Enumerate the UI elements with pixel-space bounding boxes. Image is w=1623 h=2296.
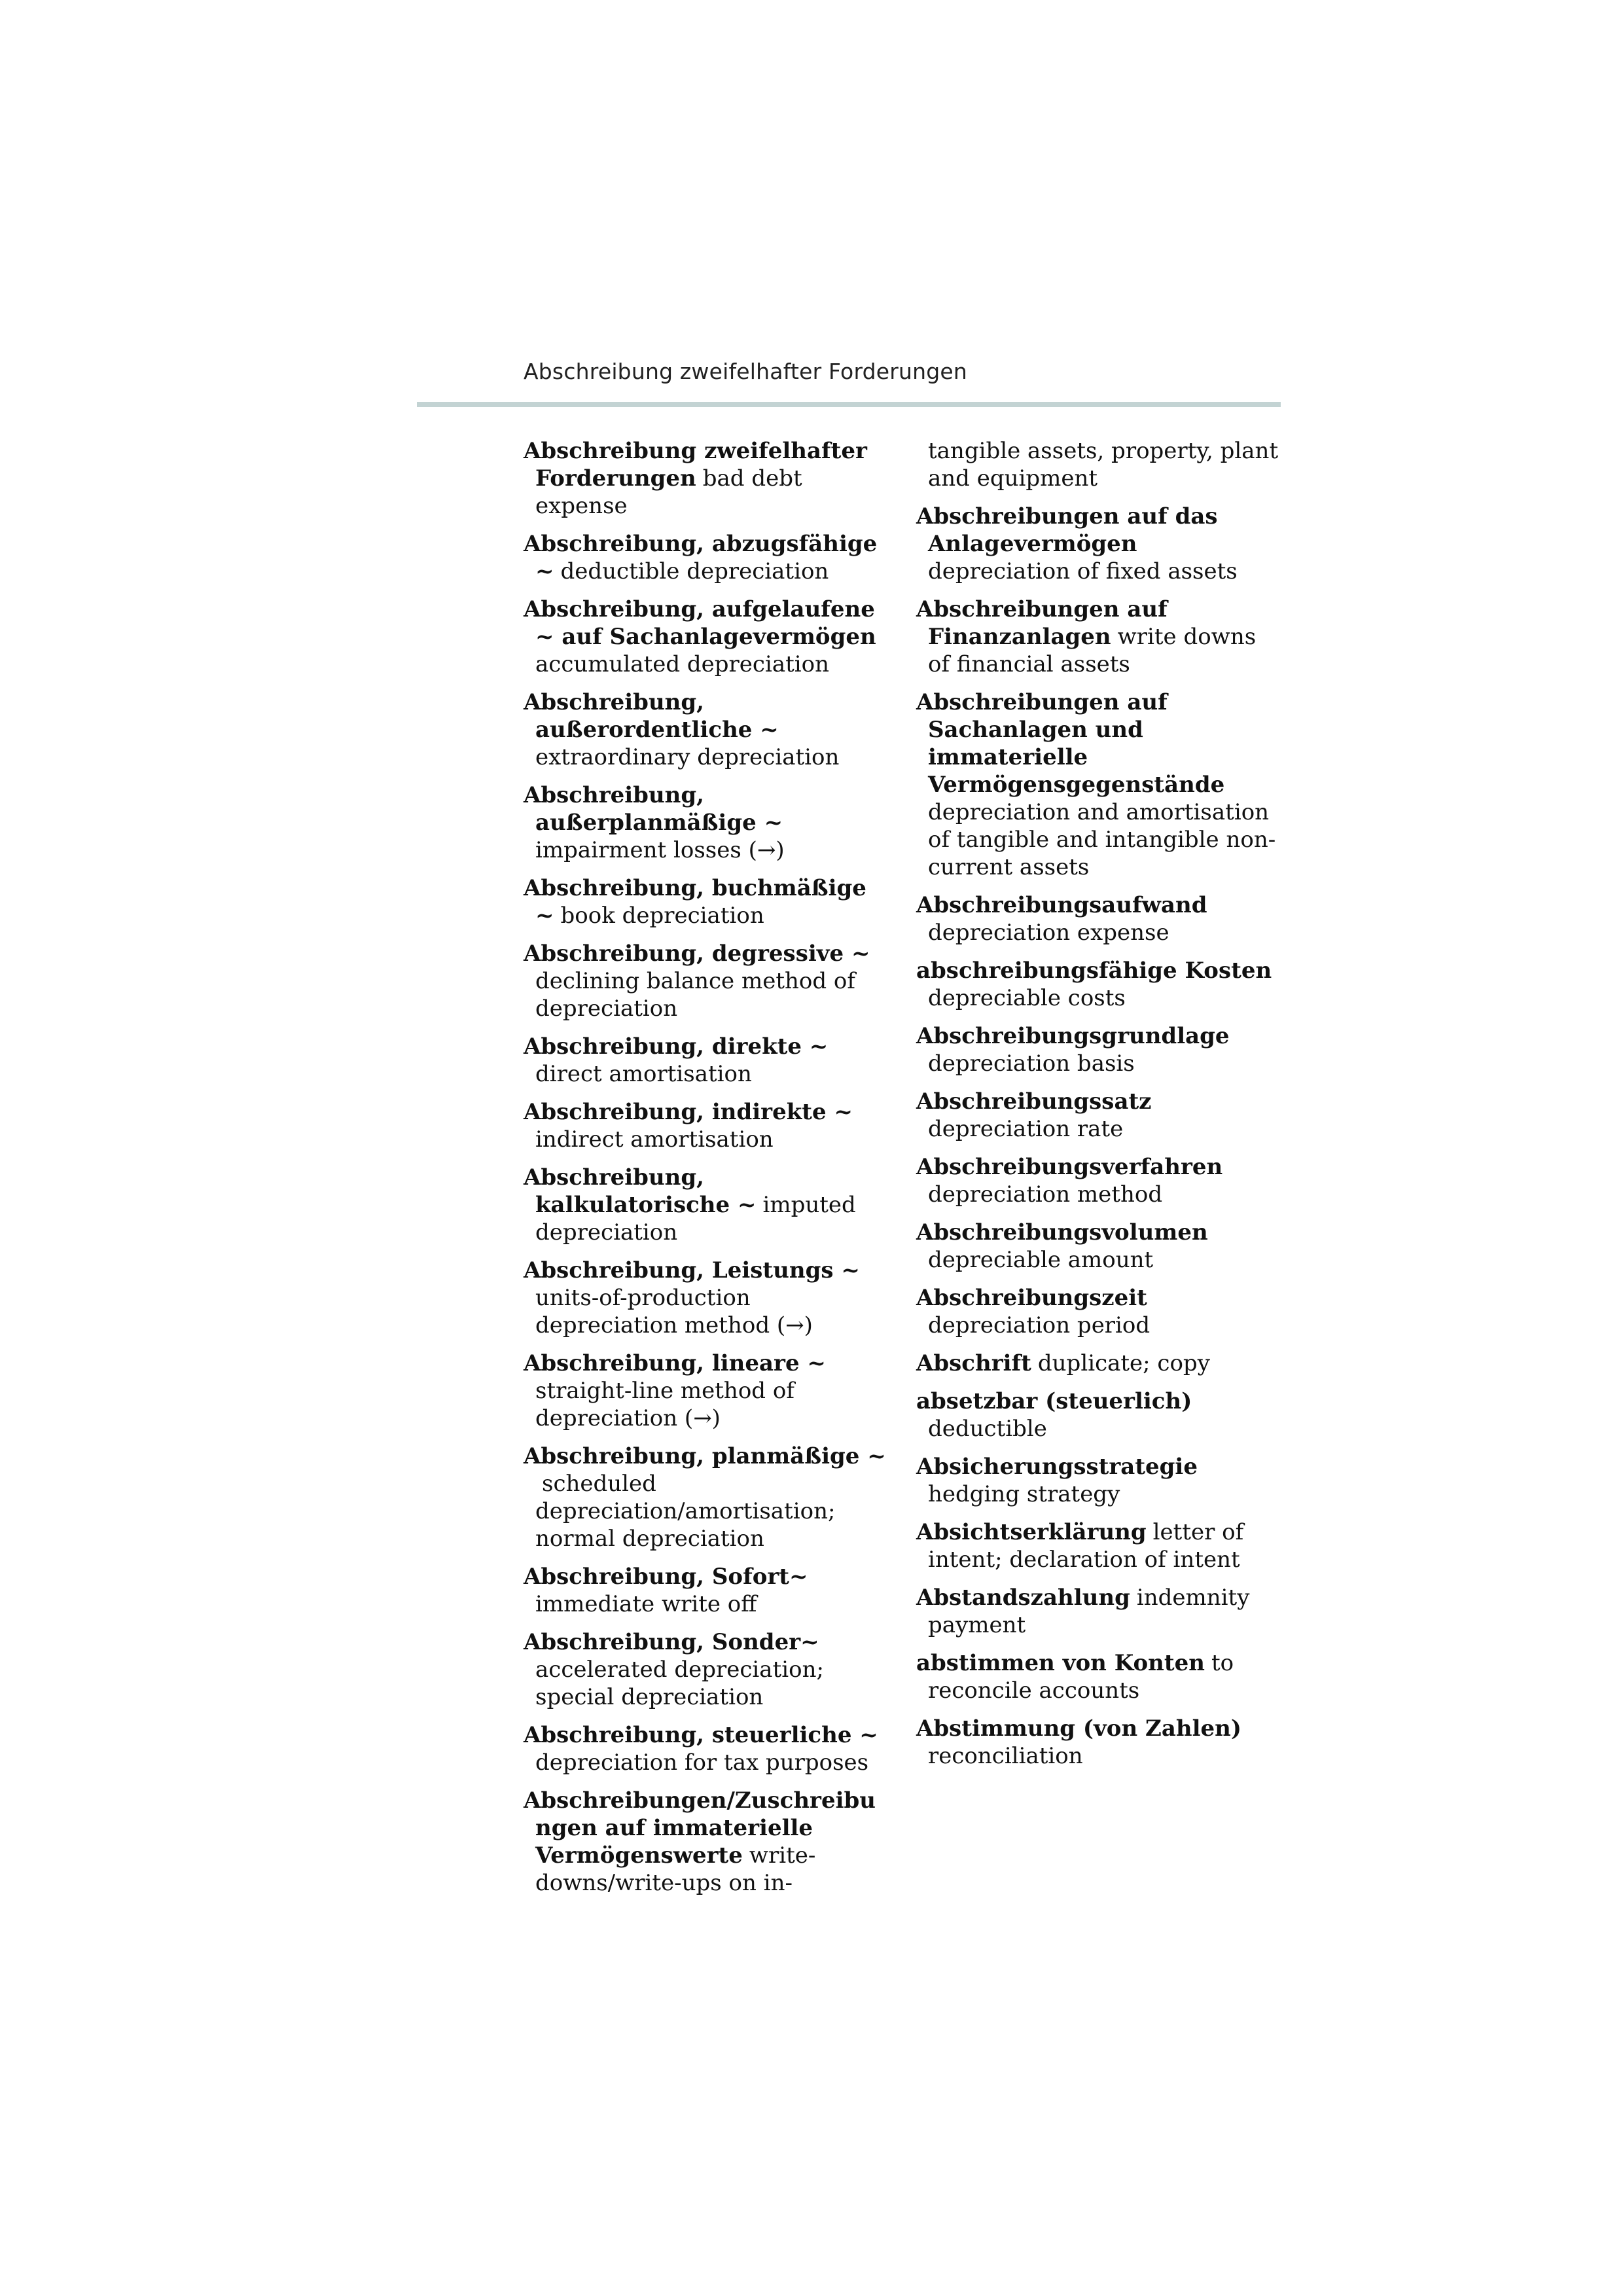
entry-term: Abstandszahlung: [916, 1585, 1130, 1611]
entry-definition: to reconcile accounts: [928, 1650, 1234, 1704]
entry-term: Abschreibung, Sofort~: [524, 1564, 808, 1590]
entry-term: Abschreibung, lineare ~: [524, 1350, 826, 1376]
glossary-entry: [916, 891, 1283, 946]
entry-term: Abschreibung, abzugsfähige ~: [524, 531, 878, 584]
entry-definition: accumulated depreciation: [535, 651, 830, 677]
entry-definition: depreciation period: [928, 1312, 1150, 1338]
entry-continuation: tangible assets, property, plant and equipment: [928, 438, 1279, 492]
entry-definition: letter of intent; declaration of intent: [928, 1519, 1244, 1573]
right-column: [916, 437, 1283, 1780]
entry-term: Abschreibung, außerplanmäßige ~: [524, 782, 783, 836]
entry-term: Abschreibung, steuerliche ~: [524, 1722, 878, 1748]
entry-term: Abschreibung, Sonder~: [524, 1629, 819, 1655]
entry-definition: units-of-production depreciation method (→): [535, 1285, 813, 1338]
header-rule: [417, 402, 1281, 407]
entry-term: Abschreibungen auf Finanzanlagen: [916, 596, 1168, 650]
entry-definition: deductible depreciation: [560, 558, 829, 584]
glossary-entry: [916, 1453, 1283, 1508]
entry-term: Abschreibung, aufgelaufene ~ auf Sachanlagevermögen: [524, 596, 876, 650]
entry-definition: reconciliation: [928, 1743, 1083, 1769]
entry-definition: impairment losses (→): [535, 837, 785, 863]
entry-term: abschreibungsfähige Kosten: [916, 958, 1272, 984]
entry-definition: depreciation expense: [928, 920, 1169, 946]
glossary-entry: [916, 1350, 1283, 1377]
entry-term: Abschreibung, außerordentliche ~: [524, 689, 779, 743]
entry-definition: write-downs/write-ups on in-: [535, 1842, 816, 1896]
glossary-entry: [524, 1787, 890, 1897]
entry-term: Abschreibungsgrundlage: [916, 1023, 1230, 1049]
glossary-entry: [524, 1098, 890, 1153]
entry-term: Abschreibungen/Zuschreibungen auf immaterielle Vermögenswerte: [524, 1787, 876, 1869]
glossary-entry: [524, 940, 890, 1022]
entry-definition: bad debt expense: [535, 465, 802, 519]
glossary-entry: [916, 957, 1283, 1012]
glossary-entry: [524, 437, 890, 520]
entry-definition: deductible: [928, 1416, 1047, 1442]
entry-definition: depreciation rate: [928, 1116, 1124, 1142]
entry-term: Absichtserklärung: [916, 1519, 1147, 1545]
glossary-entry: [916, 1649, 1283, 1704]
entry-definition: indemnity payment: [928, 1585, 1250, 1638]
entry-definition: indirect amortisation: [535, 1126, 774, 1153]
glossary-entry: [524, 1721, 890, 1776]
glossary-entry: [916, 503, 1283, 585]
entry-definition: extraordinary depreciation: [535, 744, 840, 770]
glossary-entry: [916, 1153, 1283, 1208]
glossary-entry: [916, 1715, 1283, 1770]
entry-term: Abschrift: [916, 1350, 1031, 1376]
entry-term: Abschreibung zweifelhafter Forderungen: [524, 438, 867, 492]
entry-definition: book depreciation: [560, 903, 764, 929]
entry-term: Abschreibung, planmäßige ~: [524, 1443, 886, 1469]
glossary-entry: [916, 596, 1283, 678]
glossary-entry: [524, 596, 890, 678]
entry-definition: immediate write off: [535, 1591, 757, 1617]
entry-term: Abschreibungsaufwand: [916, 892, 1207, 918]
entry-term: abstimmen von Konten: [916, 1650, 1205, 1676]
entry-definition: imputed depreciation: [535, 1192, 856, 1246]
entry-term: Abschreibungen auf das Anlagevermögen: [916, 503, 1218, 557]
entry-term: absetzbar (steuerlich): [916, 1388, 1192, 1414]
entry-term: Abschreibungssatz: [916, 1088, 1152, 1115]
entry-term: Abschreibungsvolumen: [916, 1219, 1208, 1246]
glossary-entry: [916, 1584, 1283, 1639]
entry-term: Abschreibungen auf Sachanlagen und immaterielle Vermögensgegenstände: [916, 689, 1225, 798]
entry-term: Abschreibungsverfahren: [916, 1154, 1223, 1180]
glossary-entry: [916, 1219, 1283, 1274]
entry-term: Abstimmung (von Zahlen): [916, 1715, 1241, 1742]
glossary-entry: [916, 689, 1283, 881]
entry-definition: hedging strategy: [928, 1481, 1120, 1507]
running-head: Abschreibung zweifelhafter Forderungen: [524, 359, 968, 384]
entry-term: Abschreibung, kalkulatorische ~: [524, 1164, 757, 1218]
entry-definition: accelerated depreciation; special depreciation: [535, 1657, 824, 1710]
entry-term: Abschreibungszeit: [916, 1285, 1147, 1311]
entry-definition: depreciation for tax purposes: [535, 1749, 869, 1776]
glossary-entry: [524, 1164, 890, 1246]
glossary-entry: [916, 1284, 1283, 1339]
entry-definition: write downs of financial assets: [928, 624, 1257, 677]
entry-definition: scheduled depreciation/amortisation; normal depreciation: [535, 1471, 836, 1552]
entry-term: Abschreibung, indirekte ~: [524, 1099, 853, 1125]
entry-definition: straight-line method of depreciation (→): [535, 1378, 794, 1431]
entry-definition: depreciable amount: [928, 1247, 1154, 1273]
glossary-entry: [916, 1518, 1283, 1573]
glossary-entry: [916, 1388, 1283, 1443]
glossary-entry: [524, 874, 890, 929]
entry-definition: depreciation method: [928, 1181, 1163, 1208]
glossary-entry: [524, 689, 890, 771]
glossary-entry: [524, 1350, 890, 1432]
entry-definition: depreciation and amortisation of tangible and intangible non-current assets: [928, 799, 1276, 880]
entry-definition: depreciation of fixed assets: [928, 558, 1238, 584]
glossary-entry: [524, 1257, 890, 1339]
glossary-entry: [916, 1022, 1283, 1077]
glossary-entry: [916, 1088, 1283, 1143]
glossary-entry: [524, 781, 890, 864]
entry-term: Abschreibung, Leistungs ~: [524, 1257, 860, 1283]
glossary-entry: [524, 1563, 890, 1618]
entry-term: Abschreibung, degressive ~: [524, 941, 870, 967]
left-column: [524, 437, 890, 1907]
entry-definition: depreciable costs: [928, 985, 1126, 1011]
entry-definition: declining balance method of depreciation: [535, 968, 855, 1022]
entry-term: Abschreibung, buchmäßige ~: [524, 875, 866, 929]
glossary-entry: [524, 1443, 890, 1552]
entry-term: Absicherungsstrategie: [916, 1454, 1198, 1480]
glossary-entry: [524, 1628, 890, 1711]
glossary-entry: [524, 1033, 890, 1088]
entry-definition: direct amortisation: [535, 1061, 752, 1087]
entry-definition: duplicate; copy: [1037, 1350, 1210, 1376]
entry-definition: depreciation basis: [928, 1050, 1135, 1077]
entry-term: Abschreibung, direkte ~: [524, 1033, 829, 1060]
glossary-entry: [524, 530, 890, 585]
